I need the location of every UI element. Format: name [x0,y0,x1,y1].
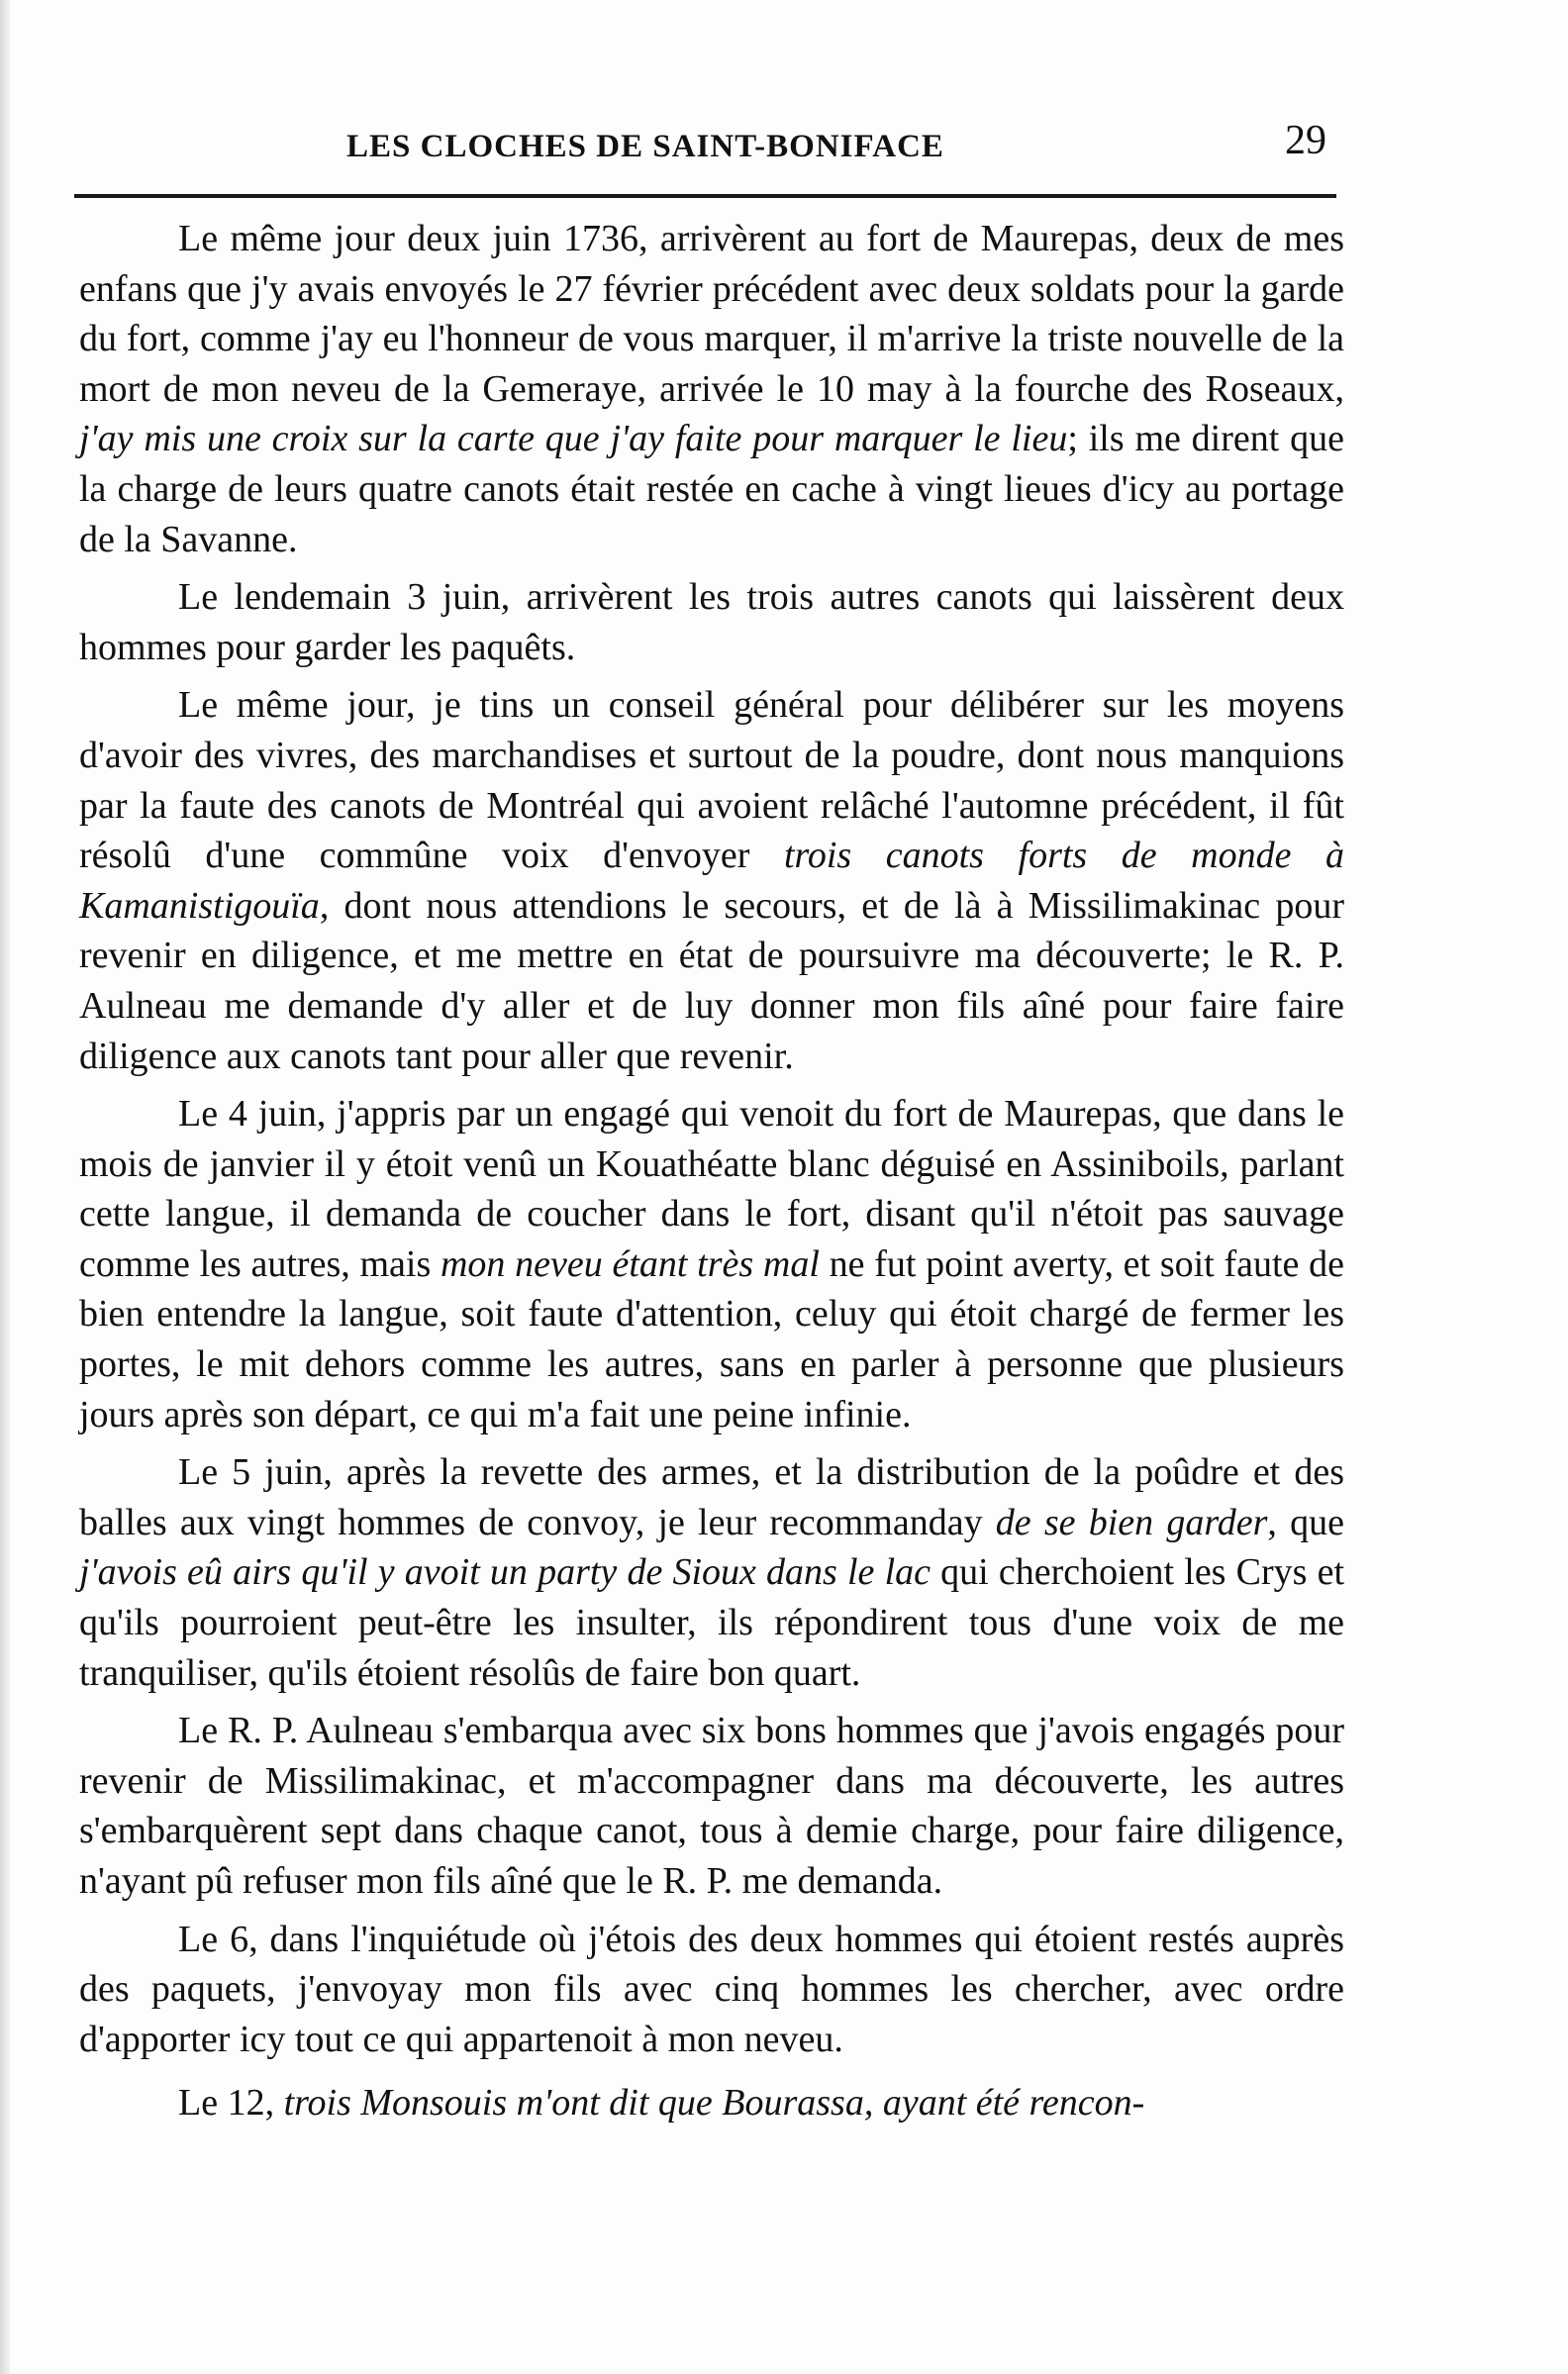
paragraph [79,214,1344,564]
text-segment: Le lendemain 3 juin, arrivèrent les trois autres canots qui laissèrent deux hommes pour garder les paquêts. [79,576,1344,668]
text-segment: , que [1267,1501,1344,1543]
paragraph [79,1915,1344,2065]
page-number: 29 [1285,118,1326,163]
italic-segment: trois canots forts de monde à Kamanistigouïa [79,835,1345,927]
italic-segment: trois Monsouis m'ont dit que Bourassa, ayant été rencon- [283,2082,1145,2125]
text-segment: Le R. P. Aulneau s'embarqua avec six bons hommes que j'avois engagés pour revenir de Missilimakinac, et m'accompagner dans ma découverte, les autres s'embarquèrent sept dans chaque canot, tous à demie charge, pour faire diligence, n'ayant pû refuser mon fils aîné que le R. P. me demanda. [79,1710,1344,1902]
text-segment: Le 4 juin, j'appris par un engagé qui venoit du fort de Maurepas, que dans le mois de janvier il y étoit venû un Kouathéatte blanc déguisé en Assiniboils, parlant cette langue, il demanda de coucher dans le fort, disant qu'il n'étoit pas sauvage comme les autres, mais [79,1093,1344,1285]
italic-segment: mon neveu étant très mal [440,1242,820,1285]
running-title: LES CLOCHES DE SAINT-BONIFACE [346,129,944,164]
text-segment: qui cherchoient les Crys et qu'ils pourroient peut-être les insulter, ils répondirent tous d'une voix de me tranquiliser, qu'ils étoient résolûs de faire bon quart. [79,1551,1344,1694]
italic-segment: j'avois eû airs qu'il y avoit un party de Sioux dans le lac [79,1551,931,1594]
paragraph [79,572,1344,672]
paragraph [79,1089,1344,1439]
paragraph [79,1706,1344,1906]
page-binding-edge [0,0,10,2374]
text-segment: Le 6, dans l'inquiétude où j'étois des deux hommes qui étoient restés auprès des paquets, j'envoyay mon fils avec cinq hommes les chercher, avec ordre d'apporter icy tout ce qui appartenoit à mon neveu. [79,1918,1344,2060]
text-segment: Le 5 juin, après la revette des armes, et la distribution de la poûdre et des balles aux vingt hommes de convoy, je leur recommanday [79,1451,1344,1543]
paragraph [79,2078,1344,2128]
page-header [79,117,1346,176]
text-segment: , dont nous attendions le secours, et de là à Missilimakinac pour revenir en diligence, et me mettre en état de poursuivre ma découverte; le R. P. Aulneau me demande d'y aller et de luy donner mon fils aîné pour faire faire diligence aux canots tant pour aller que revenir. [79,884,1344,1077]
text-segment: Le 12, [178,2082,284,2125]
paragraph [79,680,1344,1081]
text-segment: Le même jour deux juin 1736, arrivèrent au fort de Maurepas, deux de mes enfans que j'y avais envoyés le 27 février précédent avec deux soldats pour la garde du fort, comme j'ay eu l'honneur de vous marquer, il m'arrive la triste nouvelle de la mort de mon neveu de la Gemeraye, arrivée le 10 may à la fourche des Roseaux, [79,218,1344,410]
text-segment: ne fut point averty, et soit faute de bien entendre la langue, soit faute d'attention, celuy qui étoit chargé de fermer les portes, le mit dehors comme les autres, sans en parler à personne que plusieurs jours après son départ, ce qui m'a fait une peine infinie. [79,1242,1344,1435]
text-segment: Le même jour, je tins un conseil général pour délibérer sur les moyens d'avoir des vivres, des marchandises et surtout de la poudre, dont nous manquions par la faute des canots de Montréal qui avoient relâché l'automne précédent, il fût résolû d'une commûne voix d'envoyer [79,684,1344,877]
header-rule [74,194,1336,198]
body-text [79,214,1344,2136]
paragraph [79,1447,1344,1698]
text-segment: ; ils me dirent que la charge de leurs quatre canots était restée en cache à vingt lieues d'icy au portage de la Savanne. [79,418,1344,560]
italic-segment: de se bien garder [995,1501,1268,1543]
italic-segment: j'ay mis une croix sur la carte que j'ay faite pour marquer le lieu [79,418,1068,460]
